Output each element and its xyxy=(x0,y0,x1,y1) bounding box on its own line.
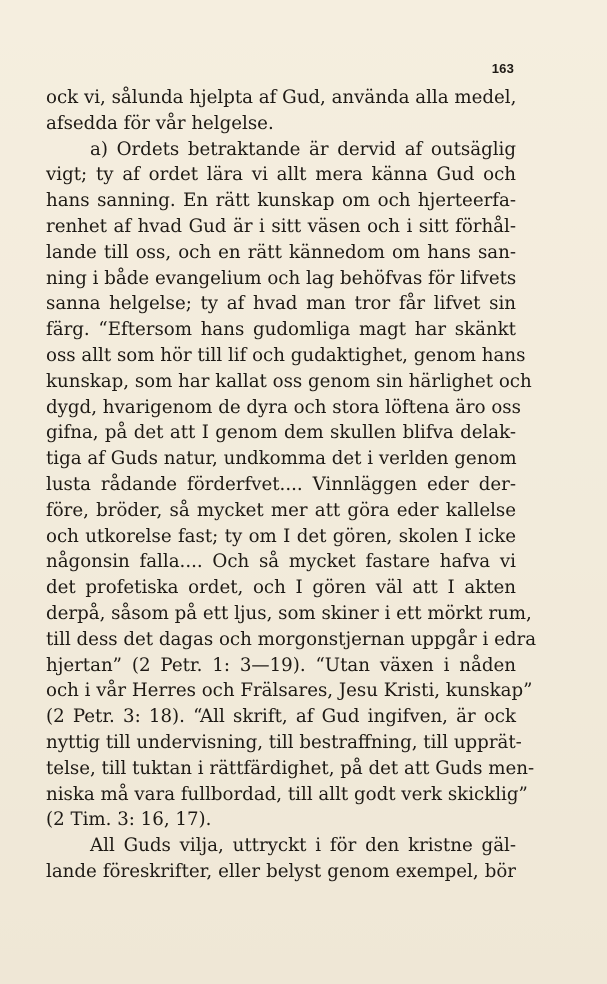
text-line: tiga af Guds natur, undkomma det i verlden genom xyxy=(46,448,517,470)
text-line: telse, till tuktan i rättfärdighet, på det att Guds men- xyxy=(46,757,535,779)
text-line: och i vår Herres och Frälsares, Jesu Kristi, kunskap” xyxy=(46,680,533,702)
text-line: kunskap, som har kallat oss genom sin härlighet och xyxy=(46,370,532,392)
text-line: All Guds vilja, uttryckt i för den kristne gäl- xyxy=(90,835,516,857)
text-line: (2 Petr. 3: 18). “All skrift, af Gud ingifven, är ock xyxy=(46,706,516,728)
text-line: hans sanning. En rätt kunskap om och hjerteerfa- xyxy=(46,190,516,212)
text-line: till dess det dagas och morgonstjernan uppgår i edra xyxy=(46,628,537,650)
text-line: derpå, såsom på ett ljus, som skiner i ett mörkt rum, xyxy=(46,602,532,624)
text-line: färg. “Eftersom hans gudomliga magt har skänkt xyxy=(46,319,516,341)
text-line: vigt; ty af ordet lära vi allt mera känna Gud och xyxy=(46,164,516,186)
text-line: ock vi, sålunda hjelpta af Gud, använda alla medel, xyxy=(46,87,517,108)
text-line: (2 Tim. 3: 16, 17). xyxy=(46,809,212,831)
text-line: a) Ordets betraktande är dervid af outsäglig xyxy=(90,138,516,160)
text-line: niska må vara fullbordad, till allt godt verk skicklig” xyxy=(46,783,528,805)
text-line: afsedda för vår helgelse. xyxy=(46,112,274,134)
text-line: och utkorelse fast; ty om I det gören, skolen I icke xyxy=(46,525,516,547)
text-line: lande föreskrifter, eller belyst genom exempel, bör xyxy=(46,860,516,882)
text-line: lande till oss, och en rätt kännedom om hans san- xyxy=(46,241,516,263)
text-line: sanna helgelse; ty af hvad man tror får lifvet sin xyxy=(46,293,516,315)
page-number: 163 xyxy=(491,61,514,76)
text-line: det profetiska ordet, och I gören väl att I akten xyxy=(46,577,516,599)
text-line: lusta rådande förderfvet.... Vinnläggen eder der- xyxy=(46,473,516,495)
text-line: oss allt som hör till lif och gudaktighet, genom hans xyxy=(46,344,526,366)
text-line: ning i både evangelium och lag behöfvas för lifvets xyxy=(46,267,517,289)
text-line: nyttig till undervisning, till bestraffning, till upprät- xyxy=(46,731,522,753)
text-line: gifna, på det att I genom dem skullen blifva delak- xyxy=(46,422,516,444)
text-line: dygd, hvarigenom de dyra och stora löftena äro oss xyxy=(46,396,521,418)
text-line: före, bröder, så mycket mer att göra eder kallelse xyxy=(46,499,516,521)
text-line: renhet af hvad Gud är i sitt väsen och i sitt förhål- xyxy=(46,215,516,237)
text-line: någonsin falla.... Och så mycket fastare hafva vi xyxy=(46,551,516,573)
text-line: hjertan” (2 Petr. 1: 3—19). “Utan växen i nåden xyxy=(46,654,516,676)
body-text xyxy=(46,85,537,885)
